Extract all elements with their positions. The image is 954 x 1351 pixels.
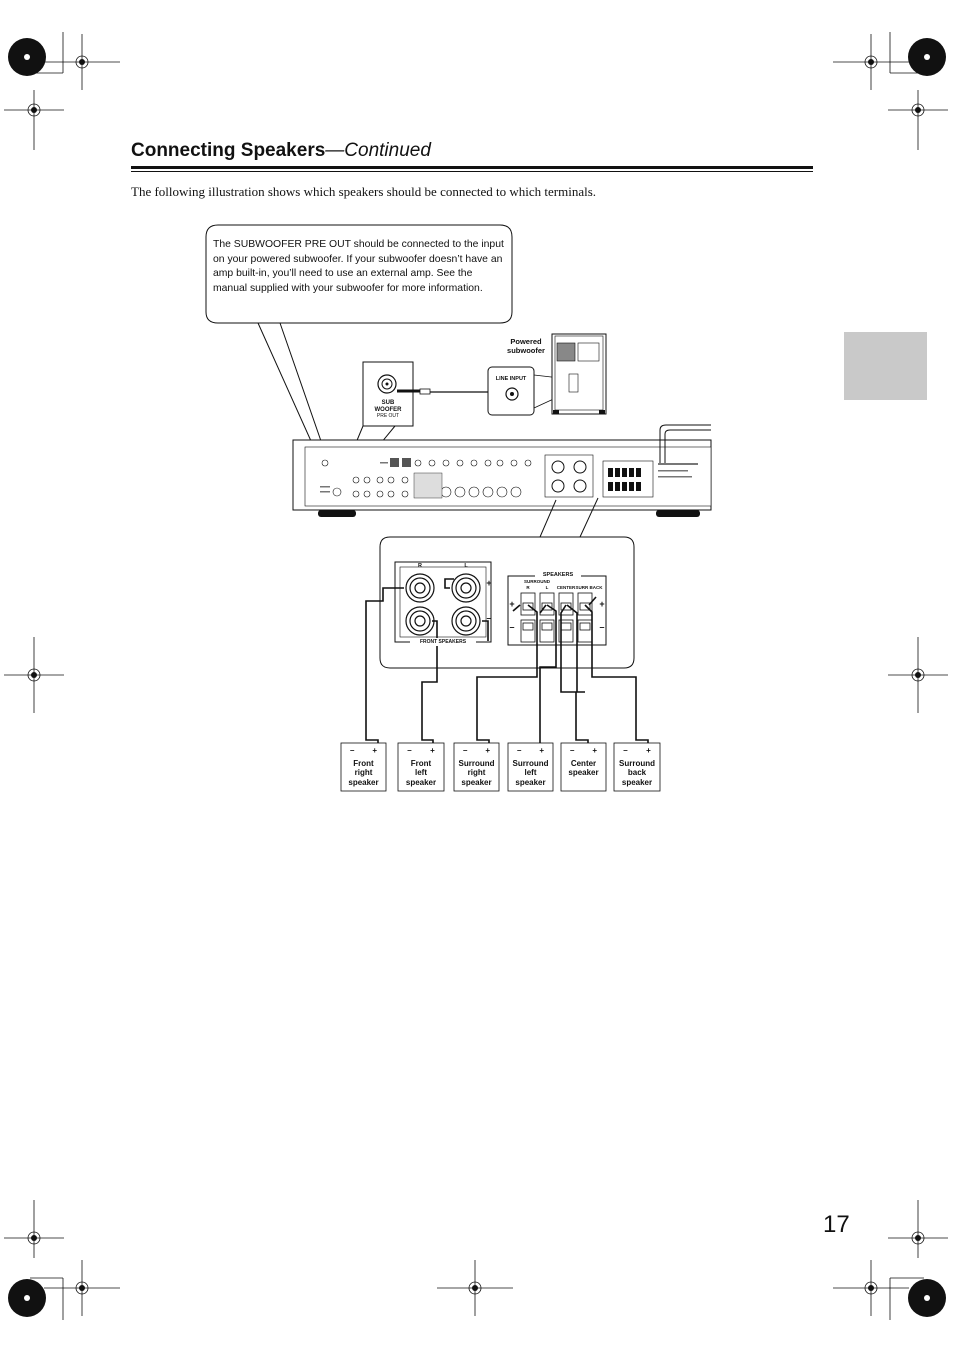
speaker-name-line2: left <box>524 768 537 777</box>
speaker-name-line1: Surround <box>619 758 655 768</box>
minus-label: – <box>516 746 522 755</box>
minus-label: – <box>569 746 575 755</box>
plus-label: + <box>372 746 378 755</box>
block-minus-right: – <box>599 622 605 632</box>
speaker-name-line1: Front <box>410 758 432 768</box>
plus-label: + <box>646 746 651 755</box>
subwoofer-label: subwoofer <box>507 346 545 355</box>
minus-label: – <box>349 746 355 755</box>
speaker-name-line1: Surround <box>512 758 549 768</box>
minus-label: – <box>407 746 412 755</box>
speaker-name-line2: back <box>627 768 647 777</box>
speaker-name-line3: speaker <box>461 777 492 787</box>
minus-label: – <box>623 746 628 755</box>
speaker-front-left <box>398 746 444 787</box>
speaker-name-line3: speaker <box>348 777 379 787</box>
block-minus-left: – <box>509 622 515 632</box>
speaker-surround-left <box>508 746 553 787</box>
polarity-labels <box>614 746 660 756</box>
speaker-center <box>561 746 606 778</box>
speaker-name-line3: speaker <box>405 777 437 787</box>
speaker-name-line2: right <box>354 768 373 777</box>
polarity-labels <box>454 746 499 756</box>
speaker-surround-back <box>614 746 660 787</box>
polarity-labels <box>398 746 444 756</box>
speaker-name-line3: speaker <box>621 777 653 787</box>
title-main: Connecting Speakers <box>131 140 326 161</box>
speaker-name-line2: speaker <box>568 768 599 777</box>
speaker-name-line2: right <box>467 768 486 777</box>
speaker-front-right <box>341 746 386 787</box>
pre-out-woofer: WOOFER <box>374 406 402 413</box>
surr-back-label: SURR BACK <box>575 585 603 590</box>
polarity-labels <box>508 746 553 756</box>
front-r-label: R <box>418 563 422 569</box>
front-minus-label: – <box>486 613 492 623</box>
center-label: CENTER <box>556 585 576 590</box>
front-speakers-label: FRONT SPEAKERS <box>410 638 476 646</box>
surround-l-label: L <box>545 585 549 590</box>
speaker-name-line3: speaker <box>515 777 546 787</box>
polarity-labels <box>341 746 386 756</box>
speaker-name-line1: Surround <box>458 758 495 768</box>
pre-out-sub: SUB <box>381 400 395 406</box>
front-l-label: L <box>464 563 468 569</box>
intro-paragraph: The following illustration shows which speakers should be connected to which terminals. <box>131 184 597 199</box>
title-suffix: —Continued <box>325 140 431 161</box>
block-plus-left: + <box>509 599 515 609</box>
page-number: 17 <box>823 1211 850 1238</box>
speaker-name-line2: left <box>415 768 427 777</box>
speakers-title-label: SPEAKERS <box>535 571 581 579</box>
speaker-name-line1: Center <box>570 758 597 768</box>
plus-label: + <box>485 746 491 755</box>
subwoofer-note: The SUBWOOFER PRE OUT should be connected to the input on your powered subwoofer. If your subwoofer doesn’t have an amp built-in, you’ll need to use an external amp. See the manual supplied with your subwoofer for more information. <box>213 239 504 294</box>
plus-label: + <box>539 746 545 755</box>
powered-subwoofer-label <box>496 337 556 355</box>
polarity-labels <box>561 746 606 756</box>
speaker-surround-right <box>454 746 499 787</box>
minus-label: – <box>462 746 468 755</box>
pre-out-label <box>364 400 412 420</box>
surround-label: SURROUND <box>523 579 550 584</box>
line-input-label: LINE INPUT <box>495 376 527 382</box>
front-plus-label: + <box>486 578 492 588</box>
powered-label: Powered <box>510 337 542 346</box>
plus-label: + <box>592 746 598 755</box>
speaker-name-line1: Front <box>353 758 374 768</box>
pre-out-preout: PRE OUT <box>376 413 400 419</box>
plus-label: + <box>430 746 435 755</box>
surround-r-label: R <box>526 585 530 590</box>
block-plus-right: + <box>599 599 605 609</box>
